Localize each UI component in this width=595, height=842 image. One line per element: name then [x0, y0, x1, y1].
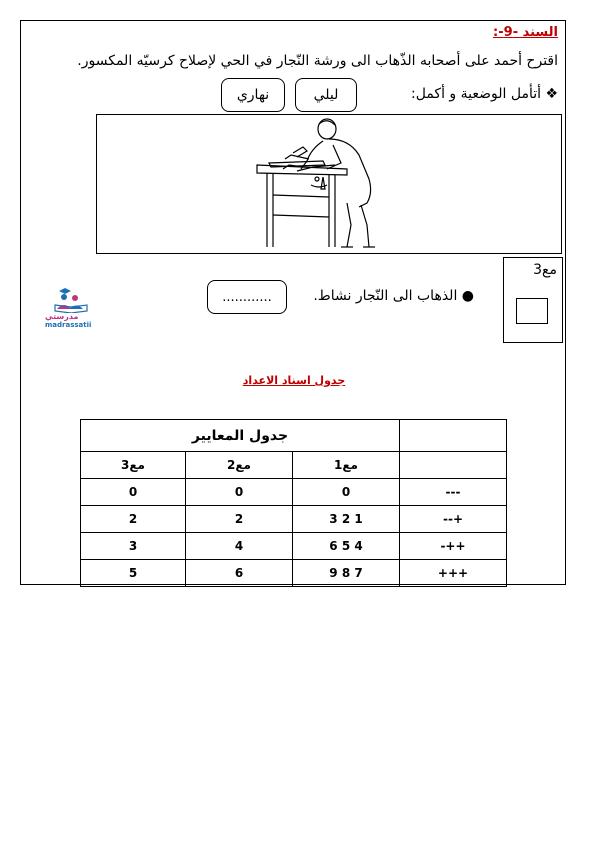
score-cell: 0 — [81, 479, 186, 506]
score-cell: 5 — [81, 560, 186, 587]
column-header: مع3 — [81, 452, 186, 479]
document-frame — [20, 20, 566, 585]
score-cell: 3 — [81, 533, 186, 560]
answer-box[interactable]: ............ — [207, 280, 287, 314]
score-cell: 0 — [293, 479, 400, 506]
option-night[interactable]: ليلي — [295, 78, 357, 112]
level-cell: +++ — [400, 560, 507, 587]
level-cell: +-- — [400, 506, 507, 533]
madrassatii-logo-icon — [51, 283, 91, 313]
carpenter-image-box — [96, 114, 562, 254]
score-cell: 1 2 3 — [293, 506, 400, 533]
score-box — [503, 257, 563, 343]
criteria-table-title: جدول المعايير — [81, 420, 400, 452]
score-label: مع3 — [533, 262, 557, 278]
level-cell: --- — [400, 479, 507, 506]
observe-prompt: ❖ أتأمل الوضعية و أكمل: — [411, 86, 558, 102]
header-empty-cell — [400, 420, 507, 452]
score-cell: 7 8 9 — [293, 560, 400, 587]
logo-text-arabic: مدرستي — [45, 312, 79, 321]
intro-text: اقترح أحمد على أصحابه الذّهاب الى ورشة النّجار في الحي لإصلاح كرسيّه المكسور. — [77, 53, 558, 69]
score-input-square[interactable] — [516, 298, 548, 324]
level-cell: ++- — [400, 533, 507, 560]
table-row — [81, 560, 507, 587]
logo-text-latin: madrassatii — [45, 321, 92, 329]
criteria-table — [80, 419, 507, 587]
table-row — [81, 533, 507, 560]
table-columns-row — [81, 452, 507, 479]
score-cell: 2 — [186, 506, 293, 533]
carpenter-illustration — [97, 115, 561, 253]
column-level-header — [400, 452, 507, 479]
table-title: جدول اسناد الاعداد — [242, 374, 346, 387]
score-cell: 2 — [81, 506, 186, 533]
score-cell: 6 — [186, 560, 293, 587]
table-row — [81, 479, 507, 506]
option-day[interactable]: نهاري — [221, 78, 285, 112]
table-header-row — [81, 420, 507, 452]
section-title: السند -9-: — [493, 25, 558, 40]
column-header: مع2 — [186, 452, 293, 479]
table-row — [81, 506, 507, 533]
score-cell: 4 5 6 — [293, 533, 400, 560]
score-cell: 4 — [186, 533, 293, 560]
question-text: ● الذهاب الى النّجار نشاط. — [313, 288, 474, 304]
score-cell: 0 — [186, 479, 293, 506]
column-header: مع1 — [293, 452, 400, 479]
